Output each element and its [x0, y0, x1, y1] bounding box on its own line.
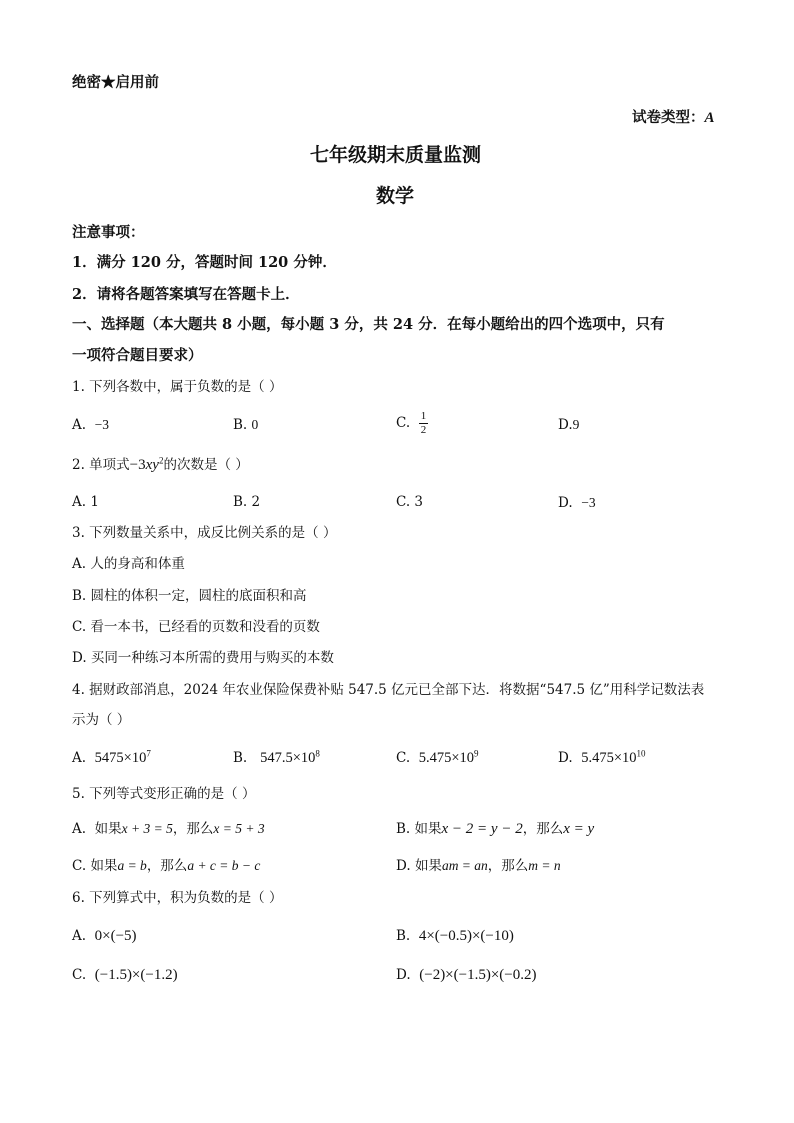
q4-option-a	[72, 748, 151, 766]
option-label: B.	[396, 821, 411, 837]
option-label: B.	[396, 928, 411, 944]
option-label: C.	[396, 414, 411, 431]
page-title: 七年级期末质量监测	[310, 144, 482, 166]
option-exponent: 7	[146, 748, 151, 759]
question-5-stem: 5. 下列等式变形正确的是（ ）	[72, 786, 256, 802]
option-result: x = y	[563, 821, 595, 837]
q1-option-a	[72, 418, 109, 433]
q2-option-a: A. 1	[72, 494, 99, 510]
option-value: 5.475×10	[581, 750, 637, 766]
q6-option-c	[72, 968, 178, 983]
q4-option-c	[396, 748, 479, 766]
q1-option-b	[233, 418, 258, 433]
option-value: 0×(−5)	[94, 928, 137, 944]
option-value: (−1.5)×(−1.2)	[94, 967, 178, 983]
expression-variables: xy	[145, 457, 159, 473]
option-value: 4×(−0.5)×(−10)	[418, 928, 514, 944]
q2-option-d	[558, 496, 596, 511]
option-condition: a = b	[117, 858, 147, 873]
question-1-stem: 1. 下列各数中，属于负数的是（ ）	[72, 379, 283, 395]
q6-option-d	[396, 968, 537, 983]
option-exponent: 10	[636, 748, 646, 759]
option-value: 5.475×10	[418, 750, 475, 766]
q3-option-a: A. 人的身高和体重	[72, 556, 185, 572]
fraction-numerator: 1	[420, 410, 427, 422]
option-exponent: 8	[315, 748, 320, 759]
stem-text: 2. 单项式	[72, 457, 130, 473]
q5-option-d	[396, 859, 561, 874]
option-text: ，那么	[172, 821, 214, 837]
paper-type-label: 试卷类型：	[632, 109, 705, 126]
notes-heading: 注意事项：	[72, 224, 145, 241]
option-condition: am = an	[441, 858, 488, 873]
fraction-denominator: 2	[420, 424, 427, 436]
confidential-mark: 绝密★启用前	[72, 74, 159, 91]
q6-option-a	[72, 929, 137, 944]
q3-option-d: D. 买同一种练习本所需的费用与购买的本数	[72, 650, 334, 666]
option-exponent: 9	[474, 748, 479, 759]
fraction-one-half	[419, 411, 429, 436]
option-label: D.	[558, 750, 573, 766]
question-6-stem: 6. 下列算式中，积为负数的是（ ）	[72, 890, 283, 906]
option-result: x = 5 + 3	[213, 821, 265, 836]
option-text: 如果	[414, 821, 442, 837]
option-text: 如果	[414, 858, 442, 874]
note-item-1: 1．满分 120 分，答题时间 120 分钟．	[72, 254, 337, 271]
paper-type-value: A	[704, 110, 715, 126]
option-text: ，那么	[146, 858, 188, 874]
q5-option-c	[72, 859, 260, 874]
option-label: B.	[233, 750, 248, 766]
option-value: 9	[572, 417, 580, 432]
option-result: m = n	[528, 858, 561, 873]
option-value: −3	[581, 495, 596, 510]
option-value: (−2)×(−1.5)×(−0.2)	[419, 967, 537, 983]
q4-option-d	[558, 748, 646, 766]
option-text: 如果	[94, 821, 122, 837]
question-4-stem-continued: 示为（ ）	[72, 712, 131, 728]
option-label: A.	[72, 750, 87, 766]
q1-option-c	[396, 411, 428, 436]
expression-coefficient: −3	[129, 457, 146, 473]
q5-option-b	[396, 822, 594, 837]
q2-option-b: B. 2	[233, 494, 261, 510]
q2-option-c: C. 3	[396, 494, 424, 510]
option-label: A.	[72, 928, 87, 944]
paper-type	[632, 111, 715, 126]
q6-option-b	[396, 929, 514, 944]
q3-option-b: B. 圆柱的体积一定，圆柱的底面积和高	[72, 588, 307, 604]
section-heading: 一、选择题（本大题共 8 小题，每小题 3 分，共 24 分．在每小题给出的四个选项中，只有	[72, 316, 665, 333]
option-condition: x + 3 = 5	[121, 821, 173, 836]
option-label: C.	[72, 967, 87, 983]
option-value: 0	[251, 417, 259, 432]
option-label: C.	[72, 858, 87, 874]
option-label: B.	[233, 417, 248, 433]
q4-option-b	[233, 748, 320, 766]
option-value: −3	[94, 417, 110, 432]
option-value: 5475×10	[94, 750, 147, 766]
q1-option-d	[558, 418, 579, 433]
stem-text: 的次数是（ ）	[163, 457, 249, 473]
option-text: ，那么	[487, 858, 529, 874]
question-2-stem	[72, 455, 249, 473]
option-label: D.	[558, 417, 573, 433]
option-label: D.	[396, 967, 411, 983]
option-result: a + c = b − c	[187, 858, 261, 873]
option-value: 547.5×10	[260, 750, 316, 766]
option-label: A.	[72, 417, 87, 433]
question-4-stem: 4. 据财政部消息，2024 年农业保险保费补贴 547.5 亿元已全部下达．将数据“547.5 亿”用科学记数法表	[72, 682, 705, 698]
option-condition: x − 2 = y − 2	[441, 821, 523, 837]
option-label: D.	[396, 858, 411, 874]
option-text: 如果	[90, 858, 118, 874]
section-heading-continued: 一项符合题目要求）	[72, 347, 203, 364]
option-label: D.	[558, 495, 573, 511]
note-item-2: 2．请将各题答案填写在答题卡上．	[72, 286, 300, 303]
subject-title: 数学	[376, 185, 415, 207]
option-label: C.	[396, 750, 411, 766]
q5-option-a	[72, 822, 265, 837]
q3-option-c: C. 看一本书，已经看的页数和没看的页数	[72, 619, 320, 635]
expression-exponent: 2	[158, 455, 164, 466]
option-label: A.	[72, 821, 87, 837]
option-text: ，那么	[522, 821, 564, 837]
question-3-stem: 3. 下列数量关系中，成反比例关系的是（ ）	[72, 525, 337, 541]
